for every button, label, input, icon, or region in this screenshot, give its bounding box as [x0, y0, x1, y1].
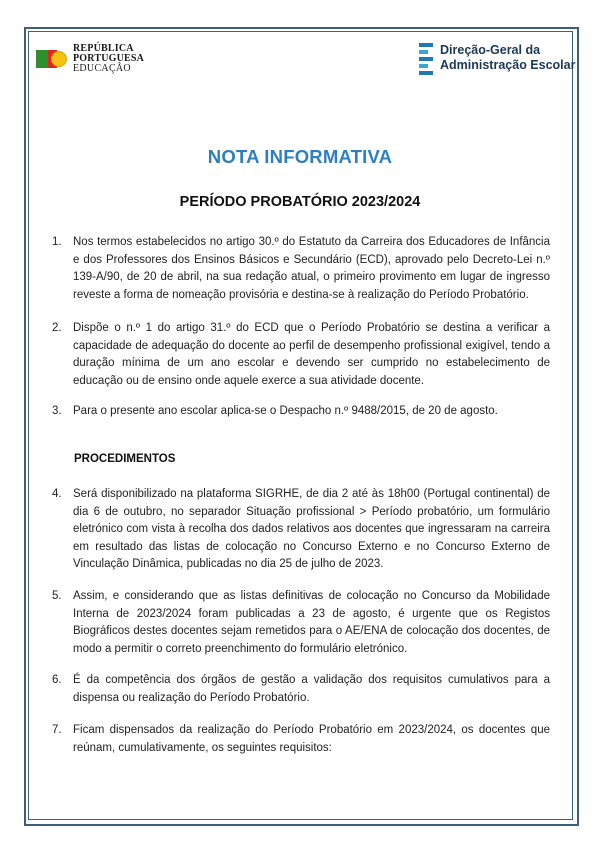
item-text: Ficam dispensados da realização do Período Probatório em 2023/2024, os docentes que reúnam, cumulativamente, os seguintes requisitos:	[73, 724, 550, 754]
item-number: 2.	[52, 322, 62, 334]
document-subtitle: PERÍODO PROBATÓRIO 2023/2024	[179, 194, 421, 210]
logo-line-1: REPÚBLICA	[73, 43, 134, 54]
document-title: NOTA INFORMATIVA	[207, 146, 393, 167]
dgae-bars-icon	[419, 43, 433, 75]
dgae-logo	[419, 43, 575, 75]
item-number: 6.	[52, 674, 62, 686]
logo-line-3: EDUCAÇÃO	[73, 63, 131, 74]
item-text: Nos termos estabelecidos no artigo 30.º do Estatuto da Carreira dos Educadores de Infância e dos Professores dos Ensinos Básicos e Secundário (ECD), aprovado pelo Decreto-Lei n.º 139-A/90, de 20 de abril, na sua redação atual, o primeiro provimento em lugar de ingresso reveste a forma de nomeação provisória e destina-se à realização do Período Probatório.	[73, 236, 550, 301]
dgae-line-1: Direção-Geral da	[440, 43, 541, 57]
dgae-line-2: Administração Escolar	[440, 58, 576, 72]
list-item	[52, 403, 550, 421]
portugal-flag-icon	[36, 49, 67, 69]
list-item	[52, 234, 550, 304]
list-item	[52, 672, 550, 707]
list-item	[52, 722, 550, 757]
logo-line-2: PORTUGUESA	[73, 53, 145, 64]
item-text: Assim, e considerando que as listas definitivas de colocação no Concurso da Mobilidade Interna de 2023/2024 foram publicadas a 23 de agosto, é urgente que os Registos Biográficos destes docentes sejam remetidos para o AE/ENA de colocação dos docentes, de modo a permitir o correto preenchimento do formulário eletrónico.	[73, 590, 550, 655]
item-number: 1.	[52, 236, 62, 248]
item-number: 3.	[52, 405, 62, 417]
list-item	[52, 320, 550, 390]
item-text: Será disponibilizado na plataforma SIGRHE, de dia 2 até às 18h00 (Portugal continental) de dia 6 de outubro, no separador Situação profissional > Período probatório, um formulário eletrónico com vista à recolha dos dados relativos aos docentes que ingressaram na carreira em resultado das listas de colocação no Concurso Externo e no Concurso Externo de Vinculação Dinâmica, publicadas no dia 25 de julho de 2023.	[73, 488, 550, 570]
item-text: Dispõe o n.º 1 do artigo 31.º do ECD que o Período Probatório se destina a verificar a capacidade de adequação do docente ao perfil de desempenho profissional exigível, tendo a duração mínima de um ano escolar e devendo ser cumprido no estabelecimento de educação ou de ensino onde aquele exerce a sua atividade docente.	[73, 322, 550, 387]
item-number: 7.	[52, 724, 62, 736]
item-text: Para o presente ano escolar aplica-se o Despacho n.º 9488/2015, de 20 de agosto.	[73, 405, 498, 417]
item-number: 4.	[52, 488, 62, 500]
list-item	[52, 588, 550, 658]
item-number: 5.	[52, 590, 62, 602]
republica-portuguesa-logo	[36, 44, 144, 74]
procedures-heading: PROCEDIMENTOS	[74, 453, 176, 465]
list-item	[52, 486, 550, 574]
item-text: É da competência dos órgãos de gestão a validação dos requisitos cumulativos para a dispensa ou realização do Período Probatório.	[73, 674, 550, 704]
